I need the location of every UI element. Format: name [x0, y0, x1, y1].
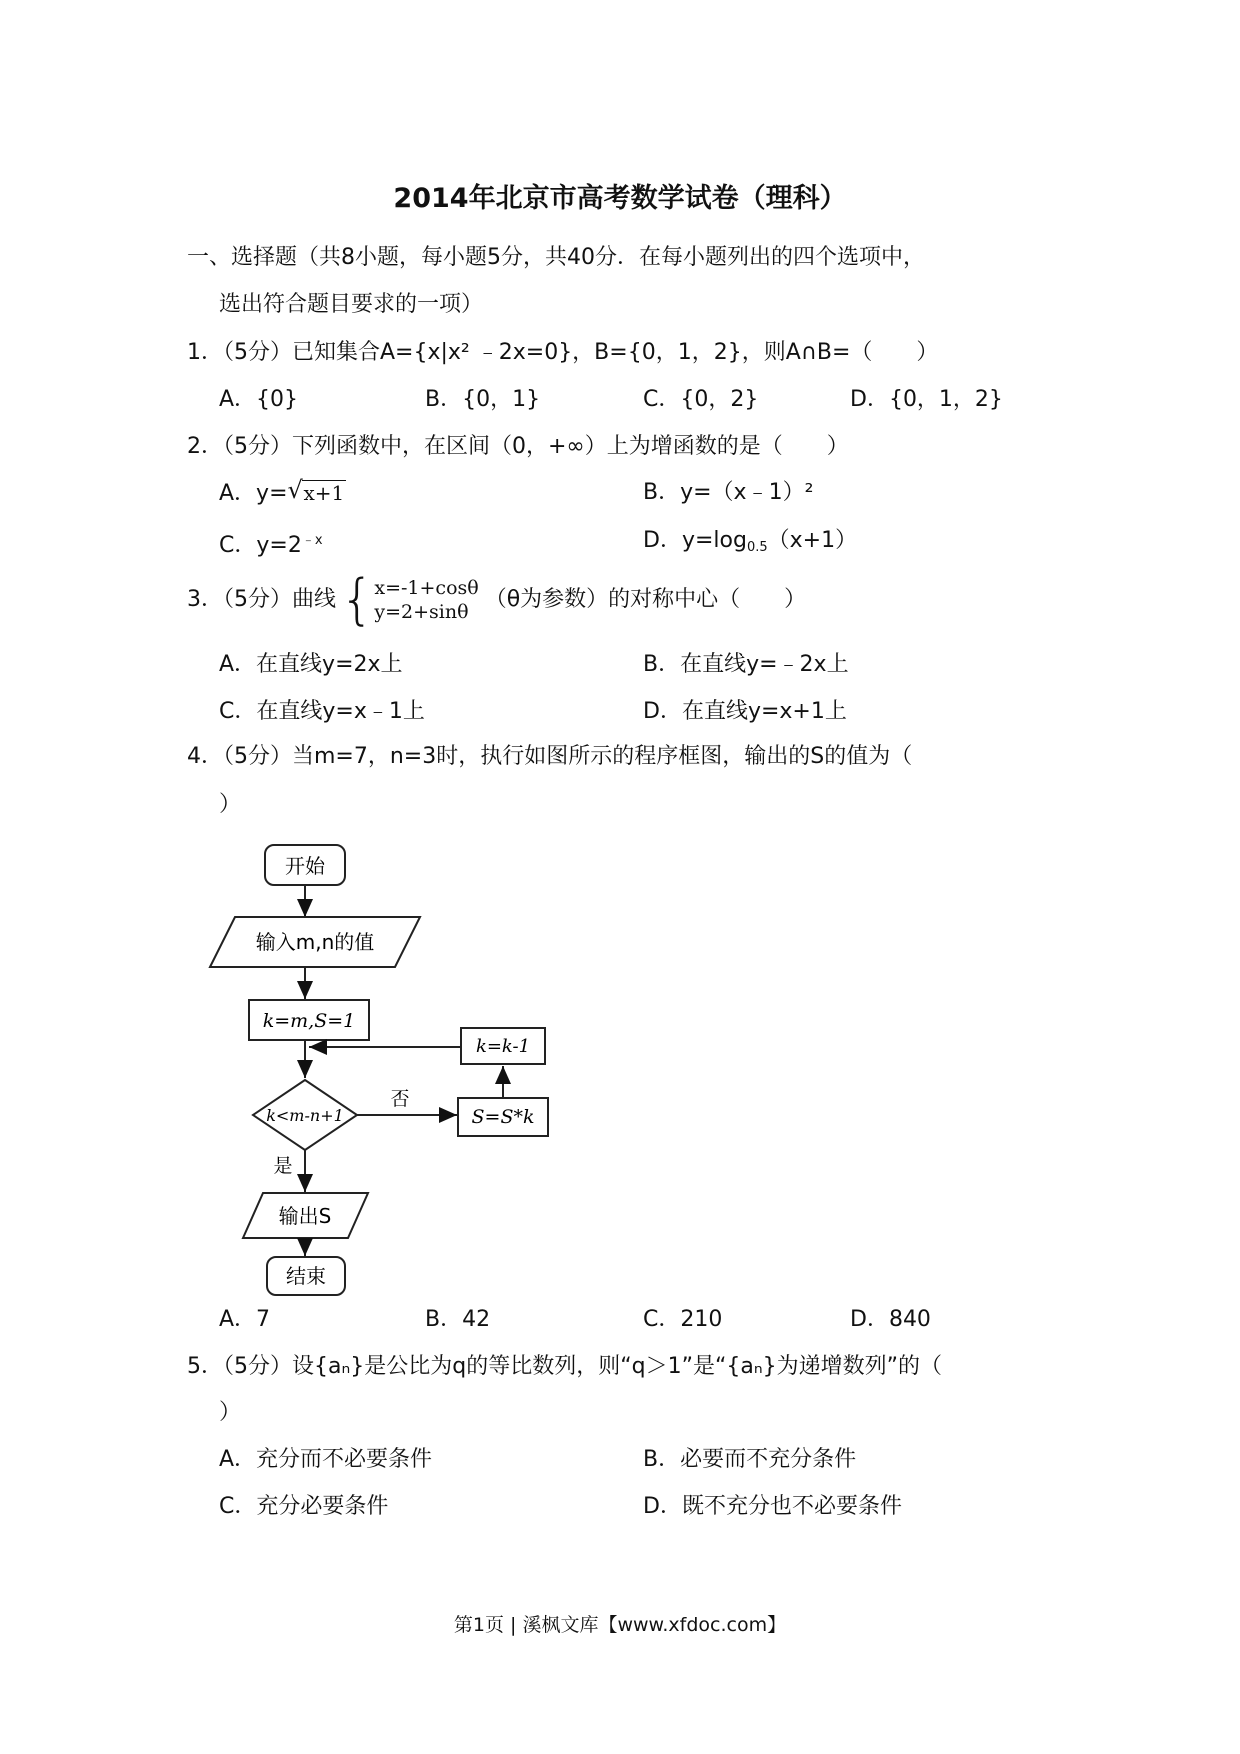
q4-option-a: A．7 [219, 1307, 271, 1332]
q1-option-c: C．{0，2} [643, 387, 759, 412]
question-4 [187, 742, 912, 772]
flow-multiply-label: S=S*k [471, 1106, 535, 1128]
q4-option-b: B．42 [425, 1307, 491, 1332]
question-5-stem-end: ） [219, 1400, 242, 1425]
question-number: 3． [187, 587, 223, 612]
question-number: 4． [187, 744, 223, 769]
q2-option-b: B．y=（x﹣1）² [643, 480, 814, 505]
q5-option-d: D．既不充分也不必要条件 [643, 1494, 902, 1519]
q4-option-c: C．210 [643, 1307, 723, 1332]
question-3: 3．（5分）曲线{x=-1+cosθ y=2+sinθ （θ为参数）的对称中心（ ） [187, 568, 807, 631]
question-4-stem-end: ） [219, 792, 242, 817]
question-2 [187, 432, 849, 462]
q5-option-c: C．充分必要条件 [219, 1494, 389, 1519]
q3-option-d: D．在直线y=x+1上 [643, 699, 847, 724]
program-flowchart-end [185, 1238, 385, 1298]
flow-init-label: k=m,S=1 [262, 1010, 356, 1032]
sqrt-expression: √ x+1 [287, 476, 345, 505]
equation-x: x=-1+cosθ [374, 577, 479, 599]
flow-end-label: 结束 [286, 1264, 326, 1288]
q3-option-c: C．在直线y=x﹣1上 [219, 699, 425, 724]
program-flowchart [185, 840, 565, 1290]
equation-y: y=2+sinθ [374, 601, 469, 623]
page-footer: 第1页 | 溪枫文库【www.xfdoc.com】 [453, 1614, 787, 1636]
flow-start-label: 开始 [285, 854, 325, 878]
q1-option-d: D．{0，1，2} [850, 387, 1003, 412]
q2-option-c: C．$y=2^{﹣x}$ [219, 533, 323, 558]
q2-option-a: A．y= √ x+1 [219, 478, 346, 509]
q3-option-a: A．在直线y=2x上 [219, 652, 403, 677]
section-heading-line1: 一、选择题（共8小题，每小题5分，共40分．在每小题列出的四个选项中， [187, 245, 925, 270]
q4-option-d: D．840 [850, 1307, 931, 1332]
flow-input-label: 输入m,n的值 [255, 930, 375, 954]
parametric-system: {x=-1+cosθ y=2+sinθ [340, 568, 479, 631]
flow-decrement-label: k=k-1 [475, 1036, 531, 1057]
question-5 [187, 1352, 942, 1382]
flow-condition-label: k<m-n+1 [266, 1106, 344, 1125]
question-stem: （5分）下列函数中，在区间（0，+∞）上为增函数的是（ ） [223, 434, 849, 459]
flow-output-label: 输出S [278, 1204, 332, 1228]
question-number: 1． [187, 340, 223, 365]
question-stem: （5分）设{aₙ}是公比为q的等比数列，则“q＞1”是“{aₙ}为递增数列”的（ [223, 1354, 942, 1379]
q5-option-b: B．必要而不充分条件 [643, 1447, 857, 1472]
section-heading-line2: 选出符合题目要求的一项） [219, 292, 484, 317]
page-title: 2014年北京市高考数学试卷（理科） [393, 183, 847, 214]
q1-option-b: B．{0，1} [425, 387, 541, 412]
q2-option-d: D．$y=\log_{0.5}(x+1)$ [643, 528, 858, 555]
question-number: 2． [187, 434, 223, 459]
question-number: 5． [187, 1354, 223, 1379]
flow-yes-label: 是 [273, 1155, 293, 1177]
question-stem: （5分）当m=7，n=3时，执行如图所示的程序框图，输出的S的值为（ [223, 744, 913, 769]
question-1 [187, 338, 938, 368]
q3-option-b: B．在直线y=﹣2x上 [643, 652, 849, 677]
question-stem: （5分）已知集合A={x|x² ﹣2x=0}，B={0，1，2}，则A∩B=（ ） [223, 340, 939, 365]
q1-option-a: A．{0} [219, 387, 299, 412]
flow-no-label: 否 [390, 1088, 410, 1110]
q5-option-a: A．充分而不必要条件 [219, 1447, 433, 1472]
